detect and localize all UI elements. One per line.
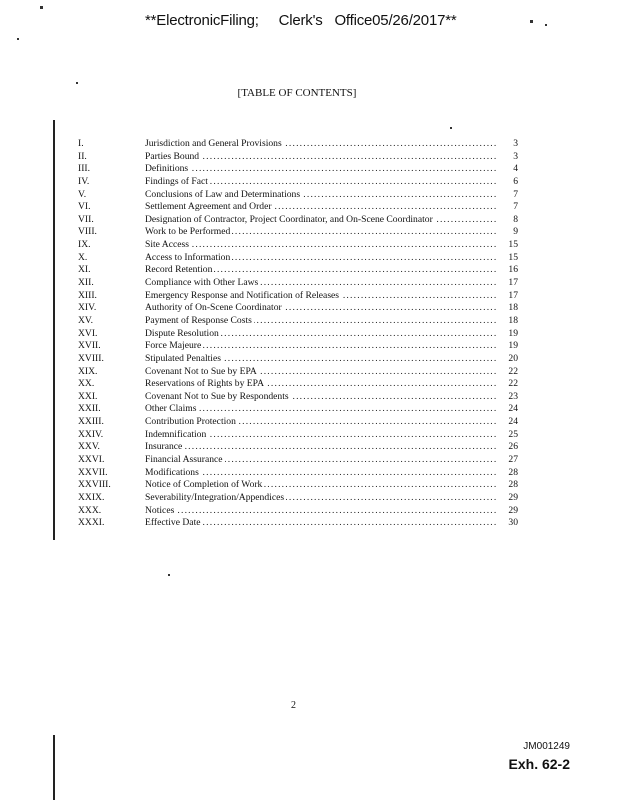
toc-entry-number: XVII. [78,340,101,352]
toc-entry [78,467,518,480]
toc-entry-page: 17 [508,277,518,289]
toc-entry-title-leader [145,492,498,505]
toc-entry-title: Parties Bound [145,150,200,162]
toc-entry-number: XII. [78,277,94,289]
toc-entry-title-leader [145,441,498,454]
toc-entry-page: 8 [513,213,518,225]
toc-entry-title-leader [145,517,498,530]
toc-entry-title: Other Claims [145,403,197,415]
toc-entry-page: 19 [508,340,518,352]
toc-entry-number: III. [78,163,90,175]
toc-entry-page: 7 [513,188,518,200]
toc-entry [78,201,518,214]
toc-entry-title: Record Retention [145,264,213,276]
toc-entry-title-leader [145,403,498,416]
toc-entry-number: II. [78,150,87,162]
toc-entry-title-leader [145,189,498,202]
scan-speck [168,574,170,576]
toc-entry [78,315,518,328]
toc-entry-page: 25 [508,428,518,440]
toc-entry-title-leader [145,429,498,442]
toc-entry [78,264,518,277]
toc-entry [78,492,518,505]
toc-entry [78,416,518,429]
toc-entry-title-leader [145,340,498,353]
toc-entry-page: 23 [508,390,518,402]
table-of-contents [78,138,518,530]
toc-entry [78,290,518,303]
toc-entry-title-leader [145,315,498,328]
scan-margin-line [53,735,55,800]
toc-entry-number: XIV. [78,302,97,314]
scan-speck [76,82,78,84]
toc-entry-title: Severability/Integration/Appendices [145,491,285,503]
scan-speck [530,20,533,23]
toc-entry-title: Compliance with Other Laws [145,277,259,289]
toc-entry [78,163,518,176]
toc-entry [78,214,518,227]
toc-entry [78,429,518,442]
toc-entry-page: 22 [508,378,518,390]
toc-entry-number: IV. [78,175,90,187]
toc-entry [78,479,518,492]
toc-entry-title-leader [145,366,498,379]
toc-entry-number: XXIV. [78,428,104,440]
toc-entry-title: Emergency Response and Notification of Releases [145,289,340,301]
toc-entry-title: Dispute Resolution [145,327,219,339]
toc-entry-title: Work to be Performed [145,226,231,238]
toc-entry-page: 28 [508,479,518,491]
toc-entry [78,454,518,467]
toc-entry [78,340,518,353]
toc-entry-title: Access to Information [145,251,231,263]
toc-entry-title-leader [145,467,498,480]
electronic-filing-stamp: **ElectronicFiling; Clerk's Office05/26/2017** [145,12,457,29]
toc-entry-number: XVI. [78,327,98,339]
toc-entry [78,252,518,265]
toc-entry [78,391,518,404]
toc-entry-number: XXIX. [78,491,105,503]
toc-entry-page: 9 [513,226,518,238]
toc-title: [TABLE OF CONTENTS] [237,87,357,99]
toc-entry-page: 20 [508,352,518,364]
toc-entry-title-leader [145,151,498,164]
toc-entry-title: Covenant Not to Sue by Respondents [145,390,289,402]
toc-entry [78,328,518,341]
toc-entry-title: Effective Date [145,517,201,529]
toc-entry-title: Settlement Agreement and Order [145,201,272,213]
toc-entry-page: 27 [508,454,518,466]
toc-entry-number: XVIII. [78,352,104,364]
toc-entry-page: 3 [513,150,518,162]
toc-entry-title-leader [145,391,498,404]
toc-entry-title: Financial Assurance [145,454,223,466]
toc-entry-page: 24 [508,403,518,415]
toc-entry-title-leader [145,163,498,176]
toc-entry [78,277,518,290]
toc-entry-title-leader [145,201,498,214]
toc-entry-page: 24 [508,416,518,428]
toc-entry-page: 22 [508,365,518,377]
toc-entry-number: XIX. [78,365,98,377]
toc-entry-title-leader [145,252,498,265]
toc-entry-number: XXIII. [78,416,104,428]
scan-speck [40,6,43,9]
toc-entry-title-leader [145,454,498,467]
exhibit-label: Exh. 62-2 [508,756,570,772]
toc-entry-title: Notice of Completion of Work [145,479,263,491]
toc-entry-page: 18 [508,302,518,314]
toc-entry-title: Insurance [145,441,183,453]
page-number: 2 [291,700,296,711]
toc-entry-title: Definitions [145,163,189,175]
toc-entry-page: 7 [513,201,518,213]
toc-entry-page: 18 [508,314,518,326]
toc-entry [78,226,518,239]
toc-entry-number: VIII. [78,226,97,238]
toc-entry-number: XV. [78,314,94,326]
toc-entry [78,353,518,366]
toc-entry-title: Stipulated Penalties [145,352,221,364]
toc-entry-number: VI. [78,201,91,213]
toc-entry-page: 4 [513,163,518,175]
toc-entry-page: 19 [508,327,518,339]
toc-entry-page: 30 [508,517,518,529]
toc-entry-number: XXXI. [78,517,105,529]
toc-entry-page: 17 [508,289,518,301]
toc-entry-number: XXI. [78,390,98,402]
toc-entry-page: 3 [513,138,518,149]
toc-entry-title: Authority of On-Scene Coordinator [145,302,282,314]
toc-entry-title: Findings of Fact [145,175,208,187]
toc-entry-title: Notices [145,504,175,516]
toc-entry-title-leader [145,239,498,252]
toc-entry [78,189,518,202]
toc-entry-page: 16 [508,264,518,276]
toc-entry-number: XXV. [78,441,100,453]
toc-entry-number: XX. [78,378,95,390]
toc-entry-title-leader [145,277,498,290]
toc-entry-title-leader [145,290,498,303]
scan-margin-line [53,120,55,540]
toc-entry-page: 15 [508,251,518,263]
toc-entry-page: 15 [508,239,518,251]
toc-entry-number: XXX. [78,504,102,516]
toc-entry-title-leader [145,176,498,189]
toc-entry-title-leader [145,505,498,518]
toc-entry-page: 29 [508,491,518,503]
toc-entry-title: Indemnification [145,428,207,440]
scan-speck [545,24,547,26]
toc-entry-title: Contribution Protection [145,416,236,428]
toc-entry-title-leader [145,353,498,366]
toc-entry-title: Jurisdiction and General Provisions [145,138,282,149]
toc-entry-number: XIII. [78,289,97,301]
toc-entry-title: Conclusions of Law and Determinations [145,188,301,200]
toc-entry-title-leader [145,416,498,429]
toc-entry-title-leader [145,226,498,239]
toc-entry-number: XXVII. [78,466,108,478]
toc-entry [78,517,518,530]
toc-entry-title-leader [145,479,498,492]
toc-entry-title: Site Access [145,239,189,251]
toc-entry-title: Covenant Not to Sue by EPA [145,365,257,377]
toc-entry-title-leader [145,214,498,227]
toc-entry-number: X. [78,251,88,263]
scan-speck [450,127,452,129]
toc-entry [78,176,518,189]
toc-entry-title-leader [145,328,498,341]
toc-entry [78,151,518,164]
toc-entry-number: XXVI. [78,454,105,466]
toc-entry [78,366,518,379]
toc-entry-title: Payment of Response Costs [145,314,252,326]
toc-entry-page: 28 [508,466,518,478]
toc-entry [78,302,518,315]
toc-entry-number: VII. [78,213,94,225]
toc-entry-page: 6 [513,175,518,187]
toc-entry [78,138,518,151]
toc-entry-title: Modifications [145,466,199,478]
bates-number: JM001249 [523,741,570,752]
toc-entry-page: 29 [508,504,518,516]
toc-entry-title: Force Majeure [145,340,202,352]
scan-speck [17,38,19,40]
toc-entry-number: XXVIII. [78,479,111,491]
toc-entry-title-leader [145,264,498,277]
toc-entry-number: XXII. [78,403,101,415]
toc-entry [78,403,518,416]
toc-entry [78,378,518,391]
toc-entry-title-leader [145,378,498,391]
toc-entry [78,441,518,454]
toc-entry-title: Reservations of Rights by EPA [145,378,265,390]
toc-entry-title: Designation of Contractor, Project Coordinator, and On-Scene Coordinator [145,213,433,225]
toc-entry-page: 26 [508,441,518,453]
toc-entry [78,505,518,518]
toc-entry-number: XI. [78,264,91,276]
toc-entry-number: I. [78,138,84,149]
toc-entry-number: V. [78,188,87,200]
toc-entry-title-leader [145,138,498,151]
toc-entry [78,239,518,252]
toc-entry-number: IX. [78,239,91,251]
toc-entry-title-leader [145,302,498,315]
